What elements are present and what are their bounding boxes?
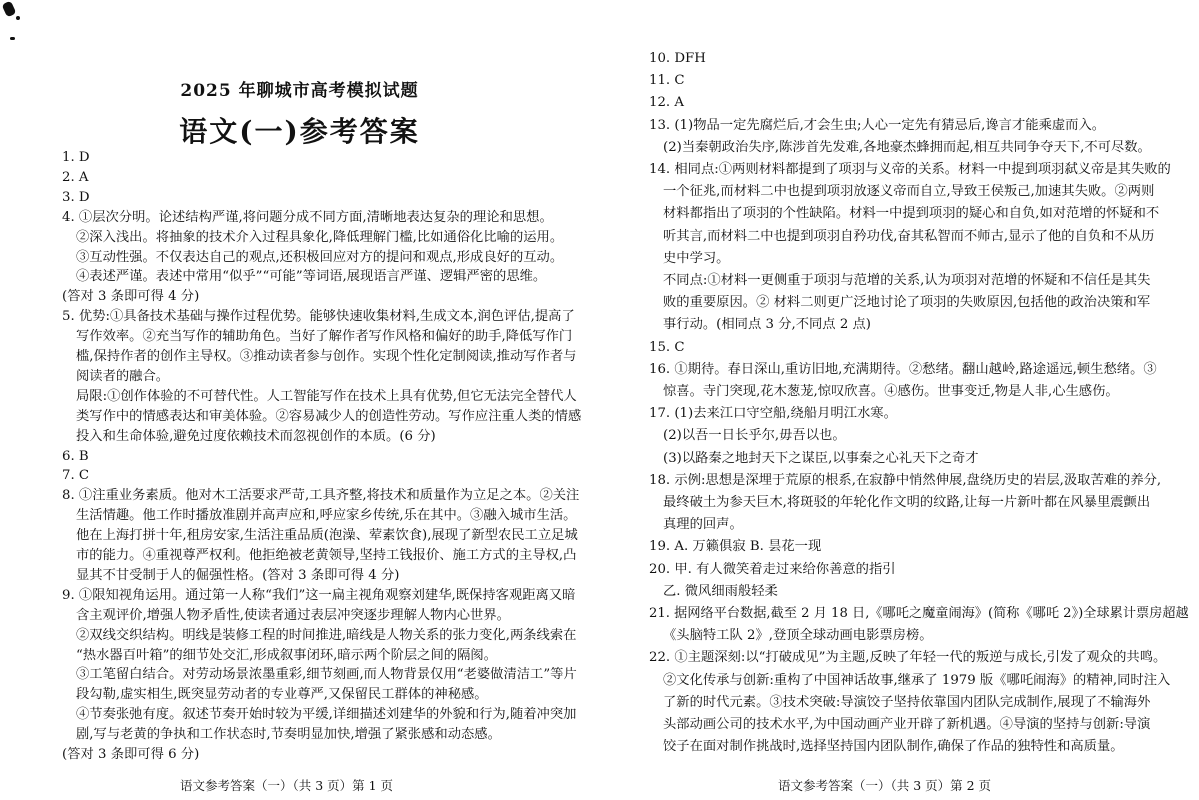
answer-line: 市的能力。④重视尊严权利。他拒绝被老黄领导,坚持工钱报价、施工方式的主导权,凸 [76, 548, 577, 563]
answer-line: 真理的回声。 [663, 517, 743, 533]
exam-title: 2025 年聊城市高考模拟试题 [180, 81, 419, 101]
answer-line: 局限:①创作体验的不可替代性。人工智能写作在技术上具有优势,但它无法完全替代人 [76, 388, 577, 404]
answer-line: 16. ①期待。春日深山,重访旧地,充满期待。②愁绪。翻山越岭,路途遥远,顿生愁绪。③ [649, 361, 1157, 377]
answer-line: 9. ①限知视角运用。通过第一人称“我们”这一扁主视角观察刘建华,既保持客观距离又暗 [62, 587, 576, 603]
answer-page-2 [600, 0, 1199, 800]
answer-line: 他在上海打拼十年,租房安家,生活注重品质(泡澡、荤素饮食),展现了新型农民工立足城 [76, 528, 578, 544]
answer-line: “热水器百叶箱”的细节处交汇,形成叙事闭环,暗示两个阶层之间的隔阂。 [76, 647, 497, 663]
answer-line: 事行动。(相同点 3 分,不同点 2 点) [663, 317, 871, 333]
answer-line: 含主观评价,增强人物矛盾性,使读者通过表层冲突逐步理解人物内心世界。 [76, 607, 510, 623]
answer-line: 3. D [62, 189, 90, 205]
answer-line: 了新的时代元素。③技术突破:导演饺子坚持依靠国内团队完成制作,展现了不输海外 [663, 694, 1151, 710]
answer-line: 4. ①层次分明。论述结构严谨,将问题分成不同方面,清晰地表达复杂的理论和思想。 [62, 209, 553, 225]
answer-line: 15. C [649, 339, 685, 355]
answer-line: 乙. 微风细雨般轻柔 [663, 583, 778, 599]
answer-line: 写作效率。②充当写作的辅助角色。当好了解作者写作风格和偏好的助手,降低写作门 [76, 329, 573, 345]
answer-line: ④表述严谨。表述中常用“似乎”“可能”等词语,展现语言严谨、逻辑严密的思维。 [76, 269, 547, 285]
answer-line: 18. 示例:思想是深埋于荒原的根系,在寂静中悄然伸展,盘绕历史的岩层,汲取苦难的养分, [649, 472, 1162, 488]
answer-line: 2. A [62, 169, 89, 185]
answer-line: 材料都指出了项羽的个性缺陷。材料一中提到项羽的疑心和自负,如对范增的怀疑和不 [663, 206, 1160, 222]
answer-line: 饺子在面对制作挑战时,选择坚持国内团队制作,确保了作品的独特性和高质量。 [663, 739, 1124, 755]
answer-line: 21. 据网络平台数据,截至 2 月 18 日,《哪吒之魔童闹海》(简称《哪吒 2》)全球累计票房超越 [649, 606, 1189, 621]
answer-line: ②文化传承与创新:重构了中国神话故事,继承了 1979 版《哪吒闹海》的精神,同时注入 [663, 672, 1171, 688]
answer-line: 11. C [649, 73, 685, 89]
answer-line: 8. ①注重业务素质。他对木工活要求严苛,工具齐整,将技术和质量作为立足之本。②关注 [62, 488, 580, 504]
answer-line: ③互动性强。不仅表达自己的观点,还积极回应对方的提问和观点,形成良好的互动。 [76, 249, 564, 265]
answer-page-1 [0, 0, 599, 800]
answer-line: 14. 相同点:①两则材料都提到了项羽与义帝的关系。材料一中提到项羽弑义帝是其失败的 [649, 162, 1171, 177]
answer-line: 22. ①主题深刻:以“打破成见”为主题,反映了年轻一代的叛逆与成长,引发了观众的共鸣。 [649, 650, 1167, 666]
answer-line: (3)以路秦之地封天下之谋臣,以事秦之心礼天下之奇才 [663, 450, 979, 466]
answer-line: 类写作中的情感表达和审美体验。②容易减少人的创造性劳动。写作应注重人类的情感 [76, 408, 582, 424]
answer-line: 败的重要原因。② 材料二则更广泛地讨论了项羽的失败原因,包括他的政治决策和军 [663, 295, 1151, 311]
answer-line: 不同点:①材料一更侧重于项羽与范增的关系,认为项羽对范增的怀疑和不信任是其失 [663, 273, 1151, 288]
answer-line: 听其言,而材料二中也提到项羽自矜功伐,奋其私智而不师古,显示了他的自负和不从历 [663, 228, 1155, 244]
answer-line: ③工笔留白结合。对劳动场景浓墨重彩,细节刻画,而人物背景仅用“老婆做清洁工”等片 [76, 667, 577, 683]
answer-line: 显其不甘受制于人的倔强性格。(答对 3 条即可得 4 分) [76, 567, 400, 583]
answer-line: 段勾勒,虚实相生,既突显劳动者的专业尊严,又保留民工群体的神秘感。 [76, 687, 488, 703]
answer-line: (2)当秦朝政治失序,陈涉首先发难,各地豪杰蜂拥而起,相互共同争夺天下,不可尽数。 [663, 139, 1151, 155]
answer-line: 投入和生命体验,避免过度依赖技术而忽视创作的本质。(6 分) [76, 428, 436, 444]
answer-line: 惊喜。寺门突现,花木葱茏,惊叹欣喜。④感伤。世事变迁,物是人非,心生感伤。 [663, 384, 1119, 399]
answer-line: 头部动画公司的技术水平,为中国动画产业开辟了新机遇。④导演的坚持与创新:导演 [663, 717, 1151, 732]
page-footer-2: 语文参考答案（一）（共 3 页）第 2 页 [778, 778, 992, 793]
answer-line: ②深入浅出。将抽象的技术介入过程具象化,降低理解门槛,比如通俗化比喻的运用。 [76, 229, 564, 245]
answer-line: 7. C [62, 468, 90, 484]
answer-line: 阅读者的融合。 [76, 368, 170, 384]
answer-line: 10. DFH [649, 51, 706, 66]
answer-line: ④节奏张弛有度。叙述节奏开始时较为平缓,详细描述刘建华的外貌和行为,随着冲突加 [76, 707, 577, 723]
answer-line: 1. D [62, 150, 90, 165]
answer-line: 槛,保持作者的创作主导权。③推动读者参与创作。实现个性化定制阅读,推动写作者与 [76, 349, 577, 364]
answer-line: 6. B [62, 448, 89, 464]
answer-line: 20. 甲. 有人微笑着走过来给你善意的指引 [649, 561, 896, 577]
answer-line: (答对 3 条即可得 4 分) [62, 289, 200, 305]
answer-line: 一个征兆,而材料二中也提到项羽放逐义帝而自立,导致王侯叛己,加速其失败。②两则 [663, 184, 1155, 200]
answer-line: (答对 3 条即可得 6 分) [62, 747, 200, 762]
answer-line: 12. A [649, 95, 684, 111]
answer-line: 剧,写与老黄的争执和工作状态时,节奏明显加快,增强了紧张感和动态感。 [76, 727, 501, 743]
answer-key-title: 语文(一)参考答案 [179, 115, 420, 148]
answer-line: 19. A. 万籁俱寂 B. 昙花一现 [649, 539, 822, 555]
answer-line: 17. (1)去来江口守空船,绕船月明江水寒。 [649, 406, 897, 422]
answer-line: 5. 优势:①具备技术基础与操作过程优势。能够快速收集材料,生成文本,润色评估,提高了 [62, 309, 575, 325]
page-footer-1: 语文参考答案（一）（共 3 页）第 1 页 [180, 778, 394, 793]
answer-line: ②双线交织结构。明线是装修工程的时间推进,暗线是人物关系的张力变化,两条线索在 [76, 627, 577, 643]
answer-line: 13. (1)物品一定先腐烂后,才会生虫;人心一定先有猜忌后,谗言才能乘虚而入。 [649, 117, 1106, 133]
answer-line: 最终破土为参天巨木,将斑驳的年轮化作文明的纹路,让每一片新叶都在风暴里震颤出 [663, 495, 1151, 510]
answer-line: 生活情趣。他工作时播放准剧并高声应和,呼应家乡传统,乐在其中。③融入城市生活。 [76, 508, 577, 524]
answer-line: 《头脑特工队 2》,登顶全球动画电影票房榜。 [663, 628, 933, 644]
answer-line: (2)以吾一日长乎尔,毋吾以也。 [663, 428, 846, 444]
answer-line: 史中学习。 [663, 250, 730, 266]
